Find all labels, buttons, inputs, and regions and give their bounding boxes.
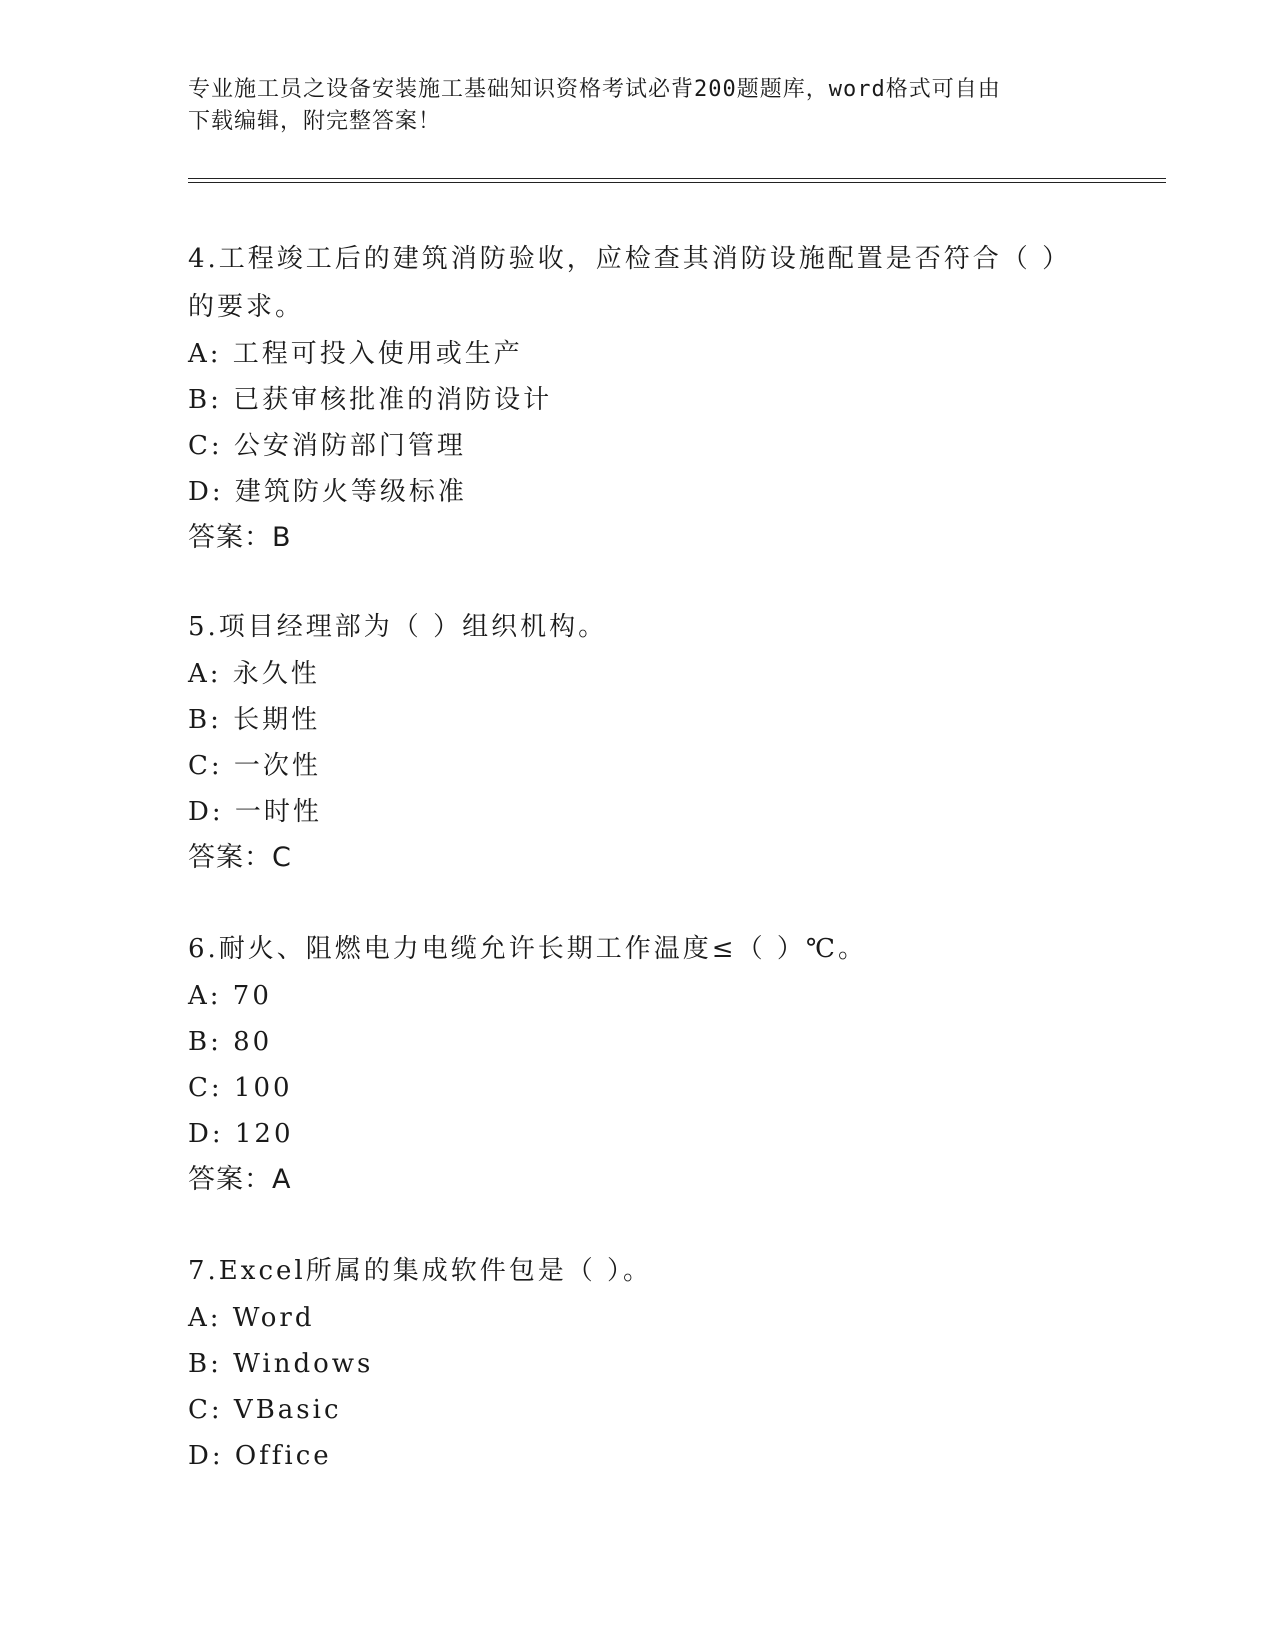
answer: 答案：C [188, 842, 292, 873]
question-stem: 5.项目经理部为（ ）组织机构。 [188, 612, 608, 642]
option-a: A: 工程可投入使用或生产 [188, 339, 523, 369]
header-title-line1: 专业施工员之设备安装施工基础知识资格考试必背200题题库，word格式可自由 [188, 77, 1001, 102]
option-b: B: Windows [188, 1349, 374, 1379]
option-d: D: 一时性 [188, 797, 322, 827]
question-5 [188, 603, 1088, 881]
option-d: D: Office [188, 1441, 332, 1471]
answer: 答案：B [188, 522, 292, 553]
question-stem: 7.Excel所属的集成软件包是（ ）。 [188, 1256, 652, 1286]
question-stem: 4.工程竣工后的建筑消防验收，应检查其消防设施配置是否符合（ ） [188, 244, 1072, 274]
option-b: B: 已获审核批准的消防设计 [188, 385, 553, 415]
question-4 [188, 235, 1088, 561]
question-stem-continued: 的要求。 [188, 292, 305, 322]
option-c: C: VBasic [188, 1395, 342, 1425]
option-c: C: 公安消防部门管理 [188, 431, 466, 461]
answer: 答案：A [188, 1164, 292, 1195]
option-d: D: 120 [188, 1119, 294, 1149]
option-a: A: Word [188, 1303, 315, 1333]
option-b: B: 长期性 [188, 705, 321, 735]
header-title-line2: 下载编辑，附完整答案！ [188, 109, 442, 134]
option-a: A: 70 [188, 981, 272, 1011]
document-header [188, 74, 1088, 138]
option-d: D: 建筑防火等级标准 [188, 477, 467, 507]
option-a: A: 永久性 [188, 659, 320, 689]
option-c: C: 一次性 [188, 751, 321, 781]
question-7 [188, 1247, 1088, 1479]
header-divider [188, 178, 1166, 183]
question-6 [188, 925, 1088, 1203]
question-stem: 6.耐火、阻燃电力电缆允许长期工作温度≤（ ）℃。 [188, 934, 867, 964]
option-c: C: 100 [188, 1073, 293, 1103]
option-b: B: 80 [188, 1027, 273, 1057]
